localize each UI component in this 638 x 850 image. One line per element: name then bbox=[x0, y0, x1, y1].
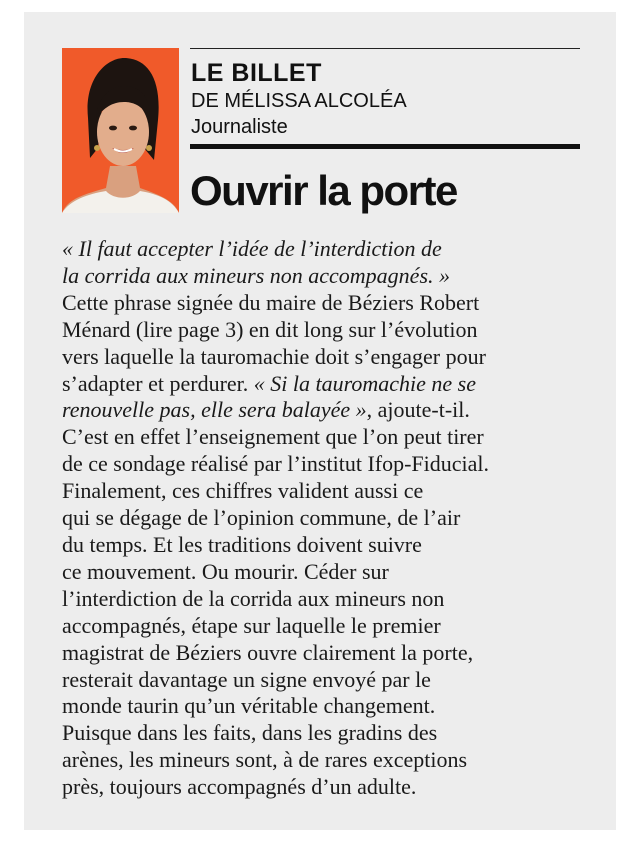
section-kicker: LE BILLET bbox=[191, 59, 322, 87]
body-line: Finalement, ces chiffres valident aussi ce bbox=[62, 478, 424, 504]
body-line: la corrida aux mineurs non accompagnés. » bbox=[62, 262, 451, 288]
body-line: vers laquelle la tauromachie doit s’engager pour bbox=[62, 343, 486, 369]
body-line: accompagnés, étape sur laquelle le premier bbox=[62, 612, 441, 638]
body-text: , ajoute-t-il. bbox=[366, 397, 470, 423]
body-line bbox=[62, 397, 602, 424]
body-line: de ce sondage réalisé par l’institut Ifop-Fiducial. bbox=[62, 451, 490, 477]
body-line: « Il faut accepter l’idée de l’interdiction de bbox=[62, 236, 442, 261]
article-title: Ouvrir la porte bbox=[190, 167, 457, 214]
body-line: C’est en effet l’enseignement que l’on peut tirer bbox=[62, 424, 484, 450]
author-portrait-illustration bbox=[62, 48, 179, 213]
body-line: monde taurin qu’un véritable changement. bbox=[62, 693, 436, 719]
body-line: du temps. Et les traditions doivent suivre bbox=[62, 531, 422, 557]
body-line: Puisque dans les faits, dans les gradins des bbox=[62, 720, 438, 746]
body-line: magistrat de Béziers ouvre clairement la porte, bbox=[62, 639, 474, 665]
body-line: ce mouvement. Ou mourir. Céder sur bbox=[62, 558, 389, 584]
author-byline: DE MÉLISSA ALCOLÉA bbox=[191, 90, 407, 112]
author-role: Journaliste bbox=[191, 116, 288, 138]
header-thick-rule bbox=[190, 144, 580, 149]
body-line: près, toujours accompagnés d’un adulte. bbox=[62, 774, 417, 800]
header-top-rule bbox=[190, 48, 580, 49]
author-photo bbox=[62, 48, 179, 213]
body-line: resterait davantage un signe envoyé par le bbox=[62, 666, 431, 692]
body-text: s’adapter et perdurer. bbox=[62, 370, 249, 396]
body-line: arènes, les mineurs sont, à de rares exceptions bbox=[62, 747, 468, 773]
body-line bbox=[62, 371, 602, 398]
quote-text: renouvelle pas, elle sera balayée » bbox=[62, 397, 367, 423]
quote-text: « Si la tauromachie ne se bbox=[253, 370, 476, 396]
body-line: Cette phrase signée du maire de Béziers Robert bbox=[62, 289, 480, 315]
body-line: qui se dégage de l’opinion commune, de l’air bbox=[62, 505, 461, 531]
body-line: l’interdiction de la corrida aux mineurs non bbox=[62, 585, 445, 611]
article-body bbox=[62, 236, 602, 801]
body-line: Ménard (lire page 3) en dit long sur l’évolution bbox=[62, 316, 478, 342]
